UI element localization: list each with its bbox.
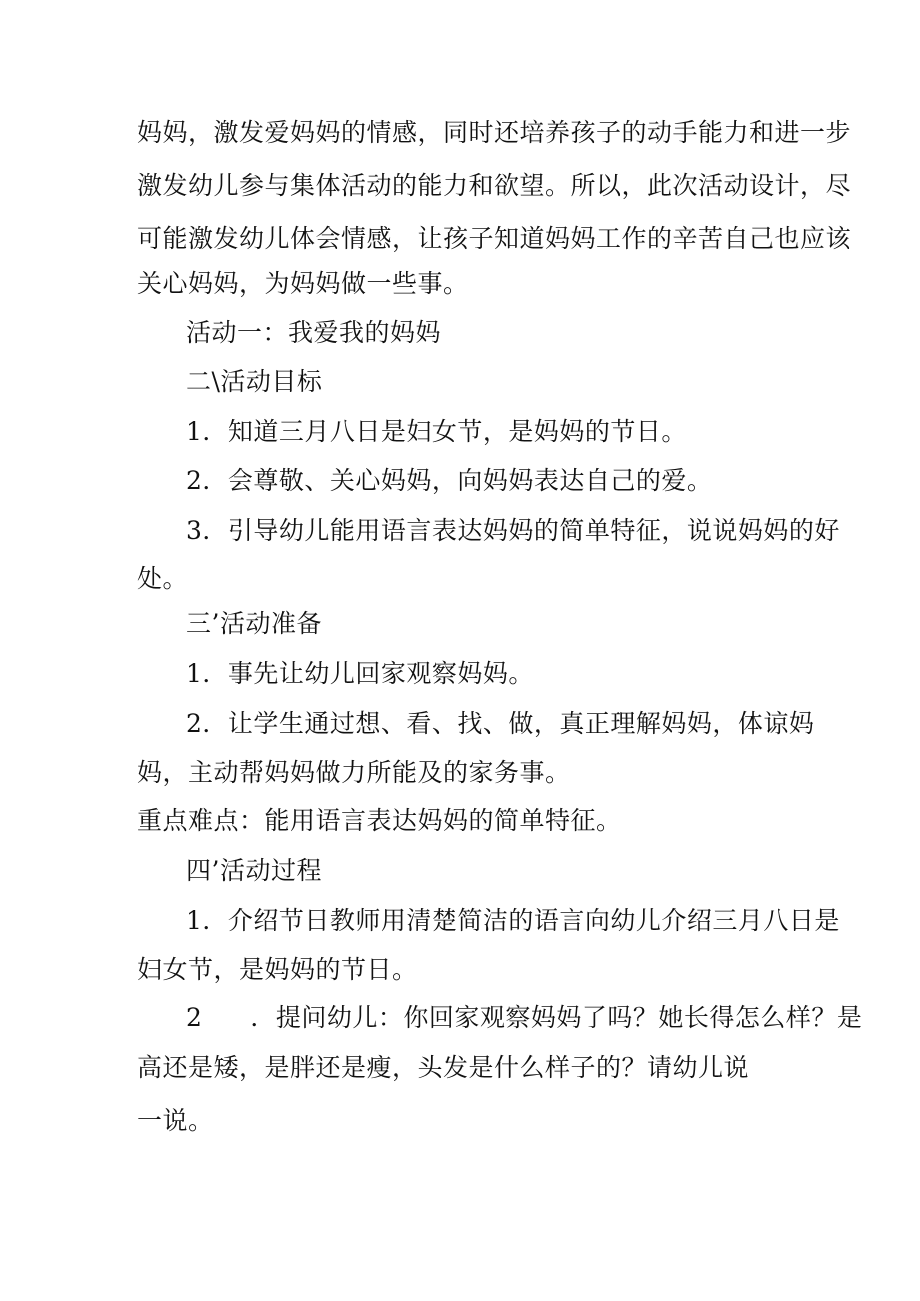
list-item-continuation: 妈，主动帮妈妈做力所能及的家务事。 [137, 758, 571, 787]
list-item: 1．知道三月八日是妇女节，是妈妈的节日。 [186, 417, 687, 446]
key-difficulty-line: 重点难点：能用语言表达妈妈的简单特征。 [137, 806, 622, 835]
section-heading-activity-one: 活动一：我爱我的妈妈 [186, 318, 442, 347]
section-heading-process: 四’活动过程 [186, 856, 322, 885]
list-item-continuation: 妇女节，是妈妈的节日。 [137, 955, 418, 984]
body-line: 可能激发幼儿体会情感，让孩子知道妈妈工作的辛苦自己也应该 [137, 224, 852, 253]
body-line: 妈妈，激发爱妈妈的情感，同时还培养孩子的动手能力和进一步 [137, 118, 852, 147]
list-item-text: ．提问幼儿：你回家观察妈妈了吗？她长得怎么样？是 [250, 1003, 863, 1032]
section-heading-preparation: 三’活动准备 [186, 609, 322, 638]
list-item-number: 2 [186, 1003, 203, 1032]
list-item-continuation: 高还是矮，是胖还是瘦，头发是什么样子的？请幼儿说 [137, 1053, 750, 1082]
list-item-continuation: 处。 [137, 564, 189, 593]
list-item: 3．引导幼儿能用语言表达妈妈的简单特征，说说妈妈的好 [186, 516, 840, 545]
list-item: 2．会尊敬、关心妈妈，向妈妈表达自己的爱。 [186, 466, 713, 495]
list-item [186, 1002, 862, 1034]
body-line: 激发幼儿参与集体活动的能力和欲望。所以，此次活动设计，尽 [137, 171, 852, 200]
body-line: 关心妈妈，为妈妈做一些事。 [137, 269, 469, 298]
list-item: 1．介绍节日教师用清楚简洁的语言向幼儿介绍三月八日是 [186, 906, 840, 935]
list-item: 1．事先让幼儿回家观察妈妈。 [186, 659, 534, 688]
list-item-continuation: 一说。 [137, 1106, 214, 1135]
section-heading-goals: 二\活动目标 [186, 367, 323, 396]
list-item: 2．让学生通过想、看、找、做，真正理解妈妈，体谅妈 [186, 709, 815, 738]
